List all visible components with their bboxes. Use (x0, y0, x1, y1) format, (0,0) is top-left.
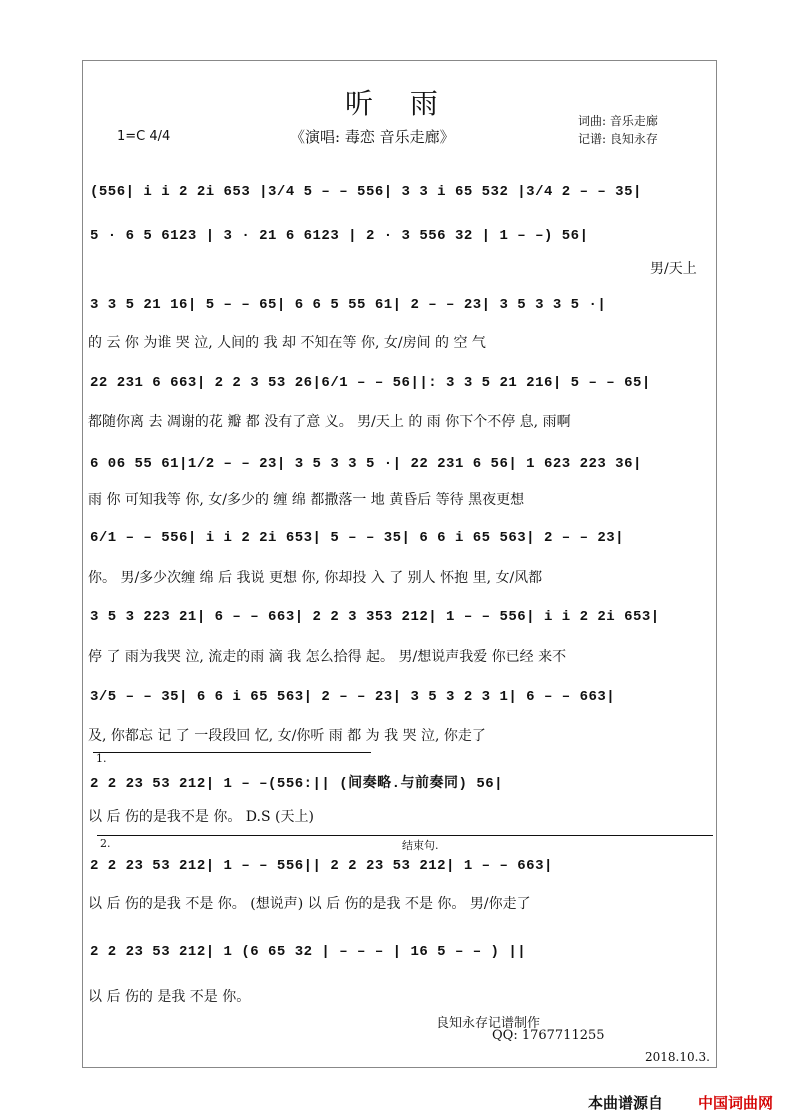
lyric-line-6: 你。 男/多少次缠 绵 后 我说 更想 你, 你却投 入 了 别人 怀抱 里, 女/风都 (88, 570, 543, 586)
lyric-line-8: 及, 你都忘 记 了 一段段回 忆, 女/你听 雨 都 为 我 哭 泣, 你走了 (88, 728, 486, 744)
volta-1-mark: 1. (96, 752, 107, 765)
volta-2-bracket (97, 835, 713, 836)
lyric-line-5: 雨 你 可知我等 你, 女/多少的 缠 绵 都撒落一 地 黄昏后 等待 黑夜更想 (88, 492, 525, 508)
ending-mark: 结束句. (402, 839, 439, 852)
notation-line-2: 5 · 6 5 6123 | 3 · 21 6 6123 | 2 · 3 556 32 | 1 – –) 56| (90, 228, 589, 244)
lyric-line-3: 的 云 你 为谁 哭 泣, 人间的 我 却 不知在等 你, 女/房间 的 空 气 (88, 335, 486, 351)
lyric-line-4: 都随你离 去 凋谢的花 瓣 都 没有了意 义。 男/天上 的 雨 你下个不停 息, 雨啊 (88, 414, 571, 430)
lyric-line-10: 以 后 伤的是我 不是 你。 (想说声) 以 后 伤的是我 不是 你。 男/你走了 (88, 896, 531, 912)
notation-line-4: 22 231 6 663| 2 2 3 53 26|6/1 – – 56||: 3 3 5 21 216| 5 – – 65| (90, 375, 651, 391)
transcriber-credit: 记谱: 良知永存 (578, 132, 658, 146)
notation-line-11: 2 2 23 53 212| 1 (6 65 32 | – – – | 16 5 – – ) || (90, 944, 527, 960)
notation-line-8: 3/5 – – 35| 6 6 i 65 563| 2 – – 23| 3 5 3 2 3 1| 6 – – 663| (90, 689, 616, 705)
notation-line-7: 3 5 3 223 21| 6 – – 663| 2 2 3 353 212| 1 – – 556| i i 2 2i 653| (90, 609, 660, 625)
lyric-line-2: 男/天上 (650, 261, 697, 277)
notation-line-1: (556| i i 2 2i 653 |3/4 5 – – 556| 3 3 i 65 532 |3/4 2 – – 35| (90, 184, 642, 200)
score-frame (82, 60, 717, 1068)
volta-1-bracket (93, 752, 371, 753)
qq-number: QQ: 1767711255 (492, 1028, 605, 1043)
notation-line-3: 3 3 5 21 16| 5 – – 65| 6 6 5 55 61| 2 – – 23| 3 5 3 3 5 ·| (90, 297, 607, 313)
notation-line-6: 6/1 – – 556| i i 2 2i 653| 5 – – 35| 6 6 i 65 563| 2 – – 23| (90, 530, 625, 546)
song-title: 听 雨 (345, 87, 452, 120)
singer-credit: 《演唱: 毒恋 音乐走廊》 (290, 128, 455, 146)
key-signature: 1=C 4/4 (117, 129, 171, 144)
lyric-line-7: 停 了 雨为我哭 泣, 流走的雨 滴 我 怎么拾得 起。 男/想说声我爱 你已经 来不 (88, 649, 567, 665)
lyric-line-11: 以 后 伤的 是我 不是 你。 (88, 989, 251, 1005)
source-label: 本曲谱源自 (588, 1094, 664, 1112)
notation-line-5: 6 06 55 61|1/2 – – 23| 3 5 3 3 5 ·| 22 231 6 56| 1 623 223 36| (90, 456, 642, 472)
notation-line-10: 2 2 23 53 212| 1 – – 556|| 2 2 23 53 212| 1 – – 663| (90, 858, 553, 874)
made-by: 良知永存记谱制作 (436, 1016, 541, 1031)
site-link[interactable]: 中国词曲网 (698, 1094, 774, 1112)
notation-line-9: 2 2 23 53 212| 1 – –(556:|| (间奏略.与前奏同) 56| (90, 776, 504, 792)
composer-credit: 词曲: 音乐走廊 (578, 114, 658, 128)
volta-2-mark: 2. (100, 837, 111, 850)
lyric-line-9: 以 后 伤的是我不是 你。 D.S (天上) (88, 809, 314, 825)
date: 2018.10.3. (645, 1050, 710, 1064)
